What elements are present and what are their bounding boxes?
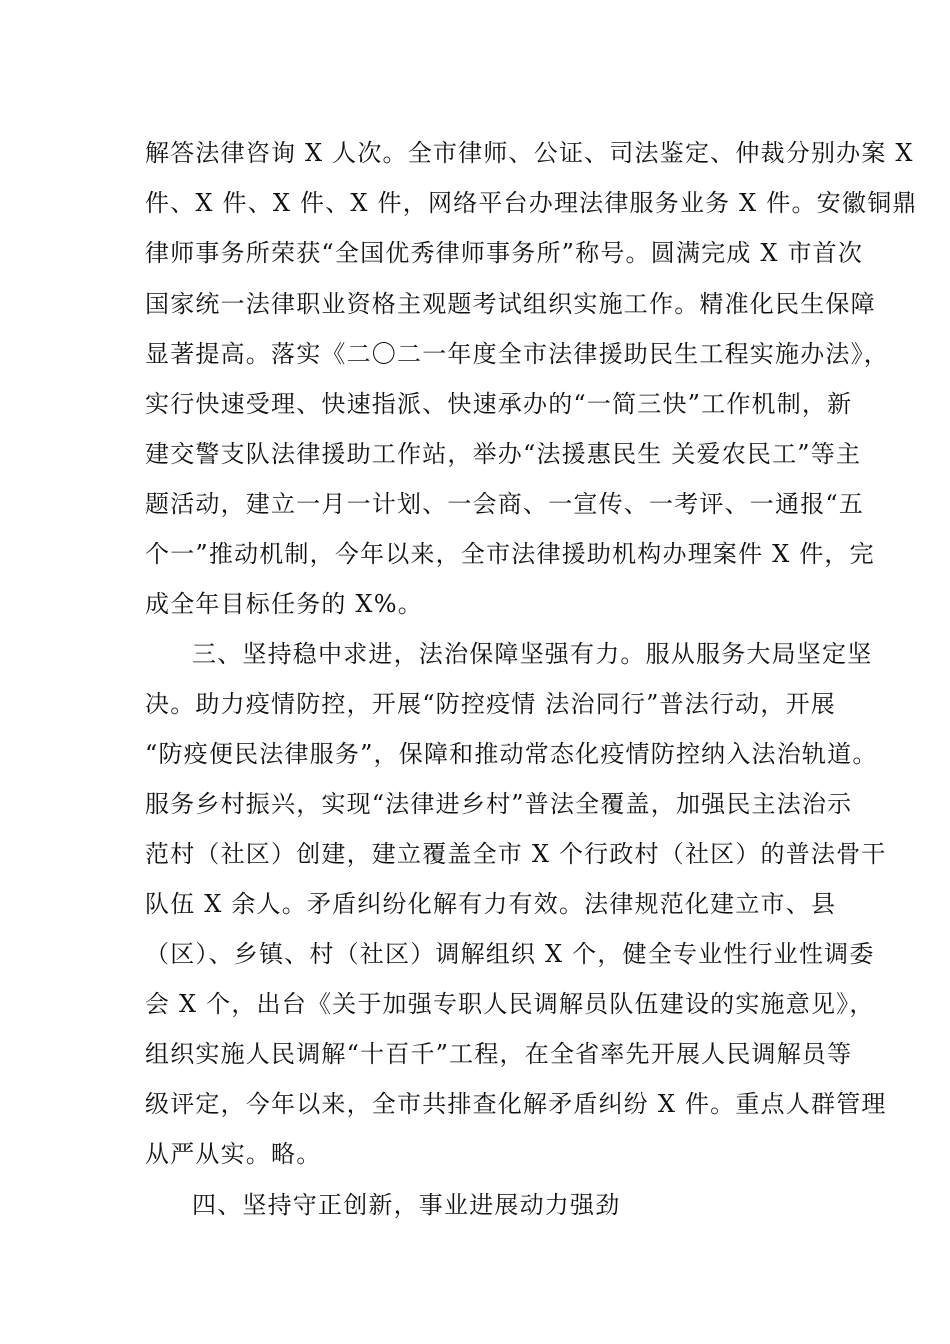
text-line: 会 X 个，出台《关于加强专职人民调解员队伍建设的实施意见》， xyxy=(145,990,875,1018)
text-line: （区）、乡镇、村（社区）调解组织 X 个，健全专业性行业性调委 xyxy=(145,940,875,968)
text-line: 级评定，今年以来，全市共排查化解矛盾纠纷 X 件。重点人群管理 xyxy=(145,1090,887,1118)
text-line: 建交警支队法律援助工作站，举办“法援惠民生 关爱农民工”等主 xyxy=(145,440,862,468)
text-line: 个一”推动机制，今年以来，全市法律援助机构办理案件 X 件，完 xyxy=(145,540,875,568)
text-line: 显著提高。落实《二〇二一年度全市法律援助民生工程实施办法》， xyxy=(145,340,889,368)
text-line: 决。助力疫情防控，开展“防控疫情 法治同行”普法行动，开展 xyxy=(145,690,836,718)
section-four-heading: 四、坚持守正创新，事业进展动力强劲 xyxy=(192,1191,621,1219)
text-line: 成全年目标任务的 X%。 xyxy=(145,590,423,618)
text-line: 律师事务所荣获“全国优秀律师事务所”称号。圆满完成 X 市首次 xyxy=(145,239,864,267)
text-line: 组织实施人民调解“十百千”工程，在全省率先开展人民调解员等 xyxy=(145,1040,853,1068)
text-line: 件、X 件、X 件、X 件，网络平台办理法律服务业务 X 件。安徽铜鼎 xyxy=(145,189,918,217)
text-line: 实行快速受理、快速指派、快速承办的“一简三快”工作机制，新 xyxy=(145,390,853,418)
text-line: 题活动，建立一月一计划、一会商、一宣传、一考评、一通报“五 xyxy=(145,490,865,518)
section-three-heading-line: 三、坚持稳中求进，法治保障坚强有力。服从服务大局坚定坚 xyxy=(192,640,873,668)
text-line: 范村（社区）创建，建立覆盖全市 X 个行政村（社区）的普法骨干 xyxy=(145,840,887,868)
text-line: 队伍 X 余人。矛盾纠纷化解有力有效。法律规范化建立市、县 xyxy=(145,890,837,918)
text-line: “防疫便民法律服务”，保障和推动常态化疫情防控纳入法治轨道。 xyxy=(145,740,878,768)
text-line: 从严从实。略。 xyxy=(145,1140,322,1168)
text-line: 解答法律咨询 X 人次。全市律师、公证、司法鉴定、仲裁分别办案 X xyxy=(145,139,914,167)
text-line: 国家统一法律职业资格主观题考试组织实施工作。精准化民生保障 xyxy=(145,290,876,318)
text-line: 服务乡村振兴，实现“法律进乡村”普法全覆盖，加强民主法治示 xyxy=(145,790,853,818)
